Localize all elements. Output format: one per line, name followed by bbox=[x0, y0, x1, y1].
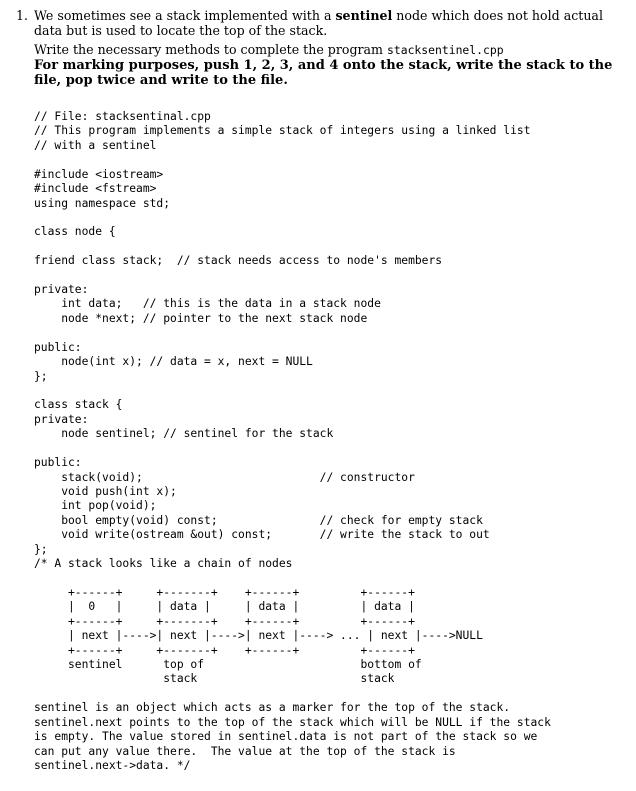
code-line: }; bbox=[34, 542, 48, 556]
code-listing bbox=[34, 110, 551, 773]
code-line: int data; // this is the data in a stack node bbox=[34, 297, 381, 311]
code-line: #include <iostream> bbox=[34, 167, 164, 181]
code-line: // with a sentinel bbox=[34, 138, 157, 152]
code-line: stack(void); // constructor bbox=[34, 470, 415, 484]
code-line: public: bbox=[34, 456, 82, 470]
code-line: sentinel.next->data. */ bbox=[34, 758, 191, 772]
code-line: }; bbox=[34, 369, 48, 383]
code-line: | 0 | | data | | data | | data | bbox=[34, 600, 415, 614]
code-line: friend class stack; // stack needs access to node's members bbox=[34, 254, 443, 268]
intro-text-start: We sometimes see a stack implemented with a bbox=[34, 8, 336, 23]
code-line: can put any value there. The value at the top of the stack is bbox=[34, 744, 456, 758]
code-line: #include <fstream> bbox=[34, 182, 157, 196]
code-line: // File: stacksentinal.cpp bbox=[34, 110, 211, 123]
code-line: node(int x); // data = x, next = NULL bbox=[34, 355, 313, 369]
code-line: bool empty(void) const; // check for empty stack bbox=[34, 513, 483, 527]
code-line: stack stack bbox=[34, 672, 395, 686]
question-body bbox=[34, 8, 626, 88]
code-line: public: bbox=[34, 340, 82, 354]
code-line: using namespace std; bbox=[34, 196, 171, 210]
question-intro bbox=[34, 8, 626, 38]
code-line: class node { bbox=[34, 225, 116, 239]
code-line: +------+ +-------+ +------+ +------+ bbox=[34, 585, 415, 599]
question-block bbox=[16, 8, 626, 88]
code-line: +------+ +-------+ +------+ +------+ bbox=[34, 643, 415, 657]
code-line: is empty. The value stored in sentinel.data is not part of the stack so we bbox=[34, 730, 538, 744]
code-line: sentinel.next points to the top of the stack which will be NULL if the stack bbox=[34, 715, 551, 729]
question-number: 1. bbox=[16, 8, 29, 23]
marking-instruction: For marking purposes, push 1, 2, 3, and 4 onto the stack, write the stack to the file, pop twice and write to the file. bbox=[34, 58, 613, 88]
intro-text-end: node which does not hold actual data but is used to locate the top of the stack. bbox=[34, 8, 603, 38]
code-line: | next |---->| next |---->| next |----> ... | next |---->NULL bbox=[34, 629, 483, 643]
code-line: +------+ +-------+ +------+ +------+ bbox=[34, 614, 415, 628]
intro-bold-term: sentinel bbox=[335, 8, 393, 23]
code-line: node sentinel; // sentinel for the stack bbox=[34, 427, 334, 441]
code-line: /* A stack looks like a chain of nodes bbox=[34, 557, 293, 571]
code-line: sentinel top of bottom of bbox=[34, 658, 422, 672]
code-line: private: bbox=[34, 412, 89, 426]
code-line: node *next; // pointer to the next stack node bbox=[34, 311, 368, 325]
code-line: // This program implements a simple stack of integers using a linked list bbox=[34, 124, 531, 138]
write-text: Write the necessary methods to complete the program bbox=[34, 42, 387, 57]
code-line: void write(ostream &out) const; // write the stack to out bbox=[34, 528, 490, 542]
code-line: void push(int x); bbox=[34, 484, 177, 498]
code-line: sentinel is an object which acts as a marker for the top of the stack. bbox=[34, 701, 511, 715]
write-instruction bbox=[34, 42, 626, 58]
code-line: class stack { bbox=[34, 398, 123, 412]
code-line: int pop(void); bbox=[34, 499, 157, 513]
code-line: private: bbox=[34, 283, 89, 297]
program-filename: stacksentinel.cpp bbox=[387, 43, 504, 57]
